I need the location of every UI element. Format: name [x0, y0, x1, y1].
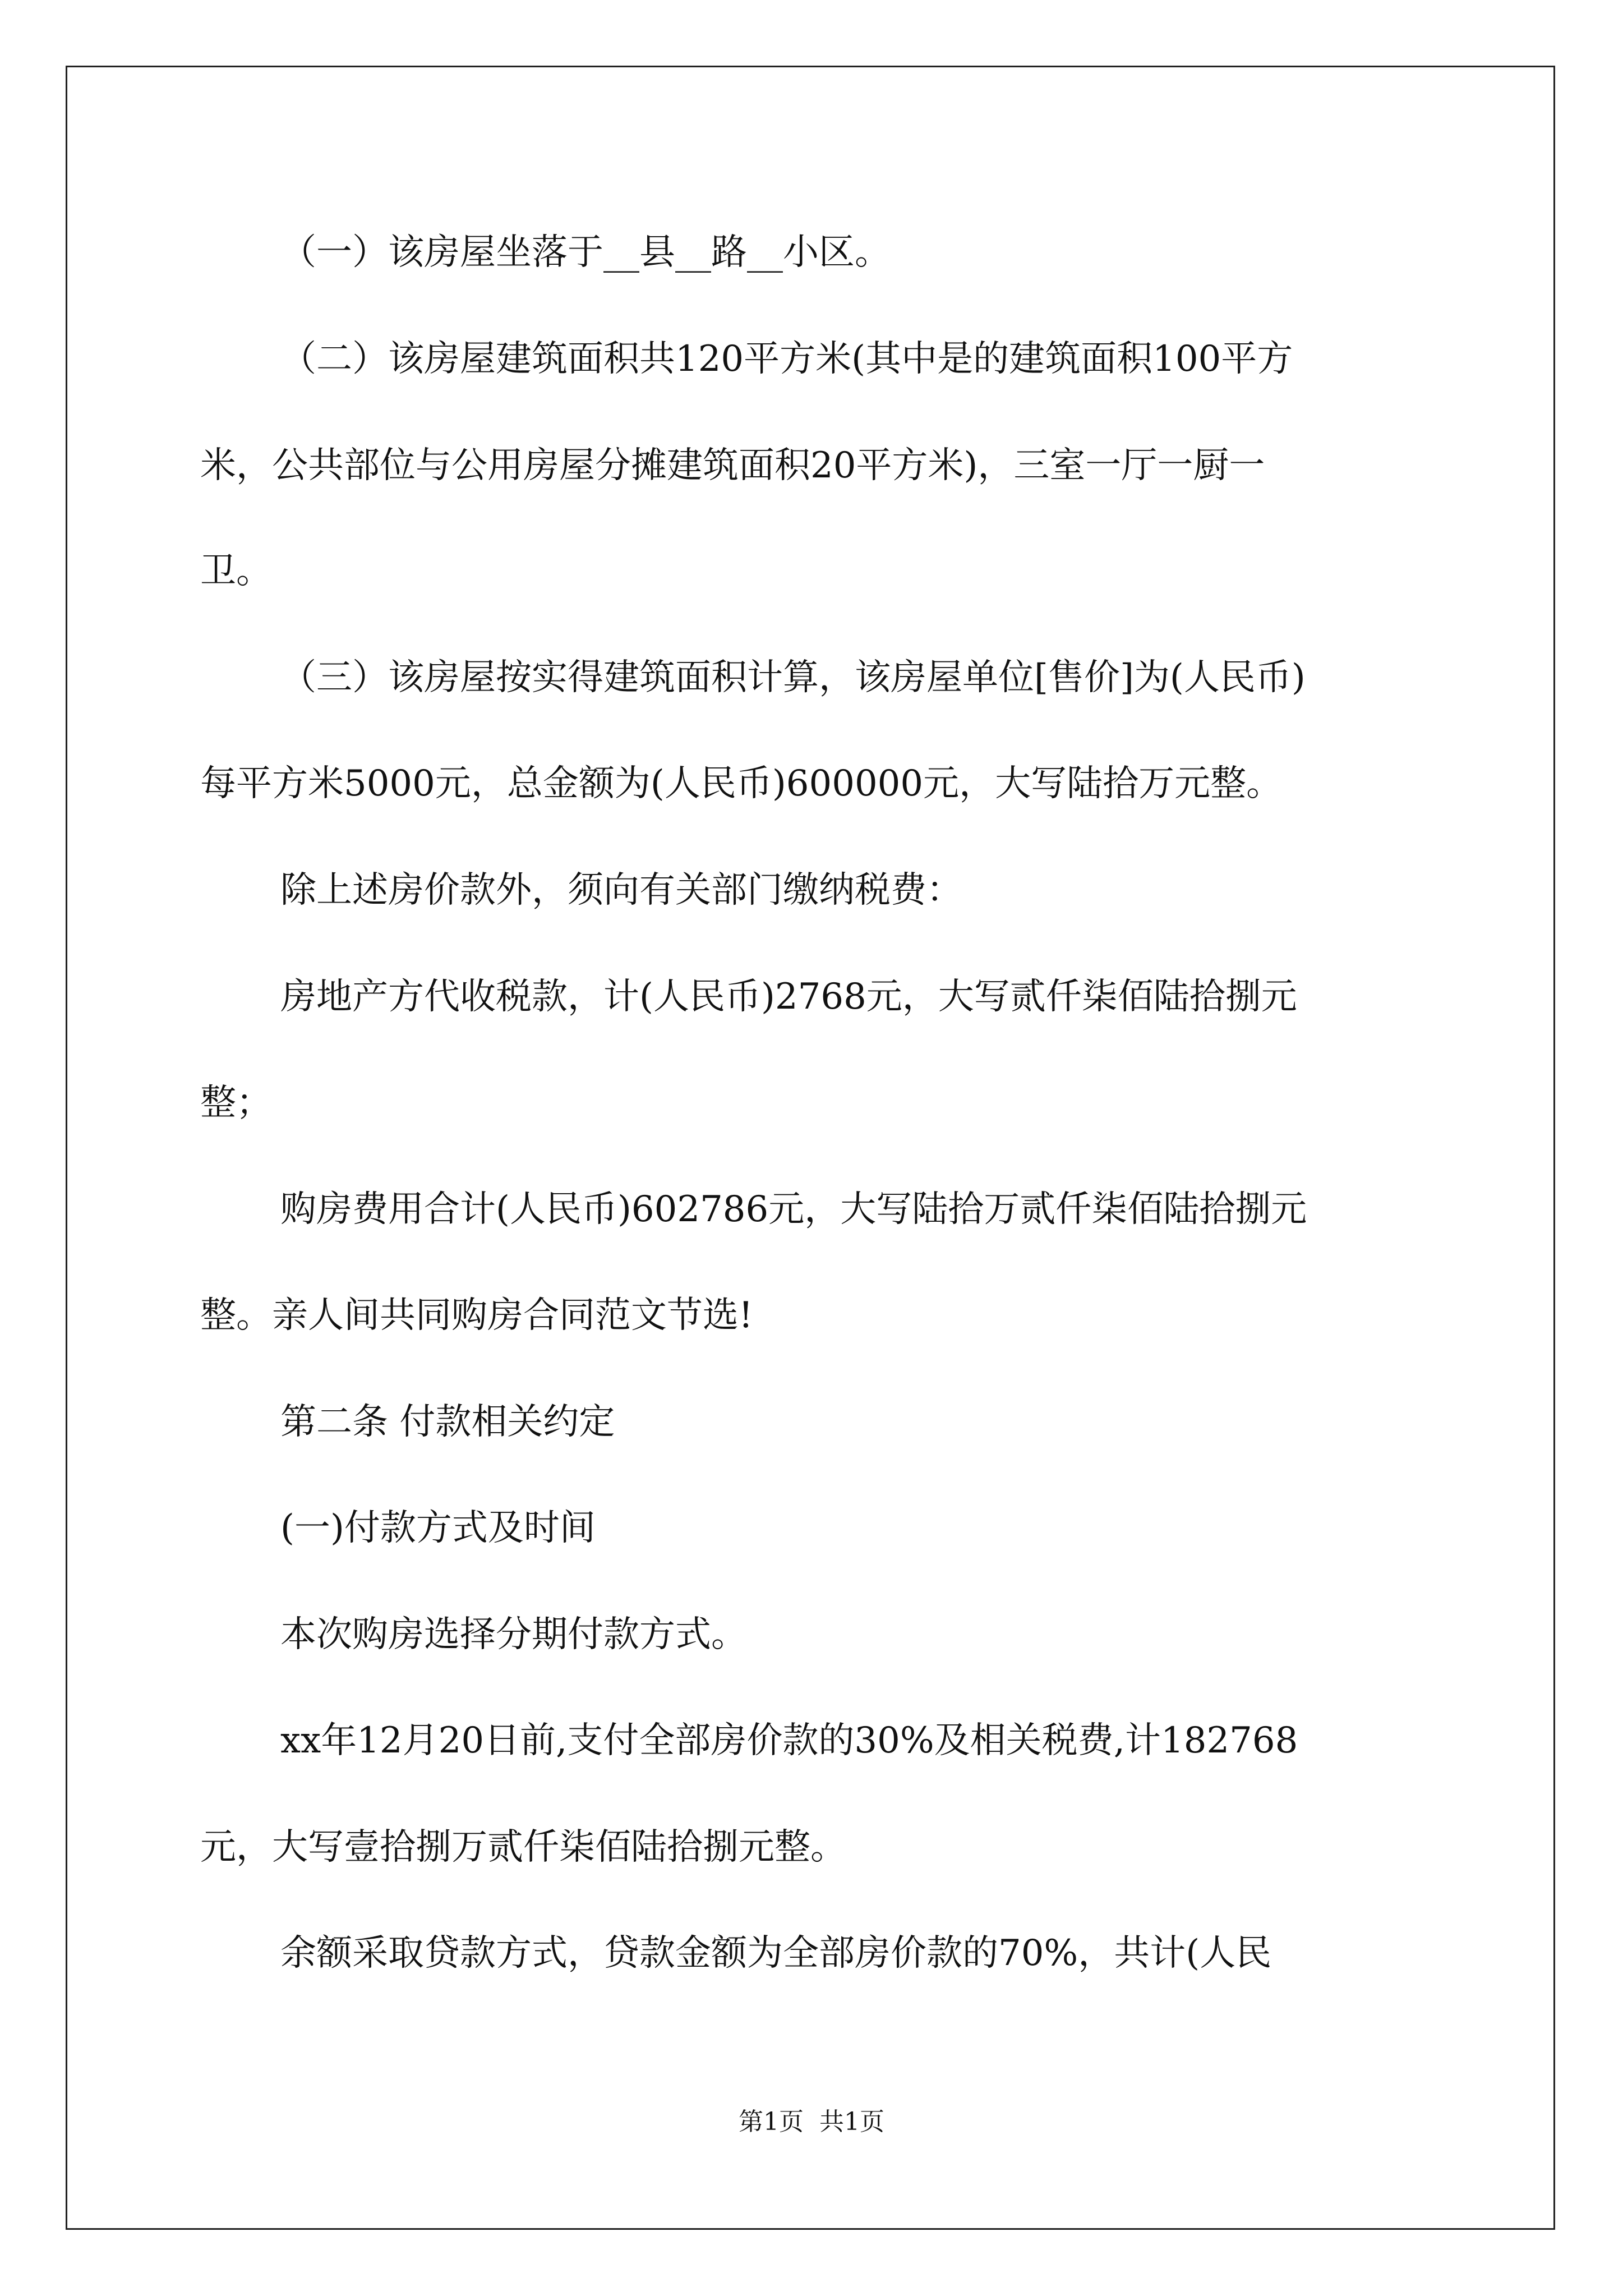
paragraph-line: 米，公共部位与公用房屋分摊建筑面积20平方米)，三室一厅一厨一 [200, 445, 1265, 486]
paragraph-line: 购房费用合计(人民币)602786元，大写陆拾万贰仟柒佰陆拾捌元 [280, 1189, 1307, 1230]
paragraph-line: 整； [200, 1082, 272, 1124]
section-heading: 第二条 付款相关约定 [280, 1401, 615, 1443]
paragraph-line: 本次购房选择分期付款方式。 [280, 1614, 747, 1655]
paragraph-line: 房地产方代收税款，计(人民币)2768元，大写贰仟柒佰陆拾捌元 [280, 976, 1297, 1018]
paragraph-line: 除上述房价款外，须向有关部门缴纳税费： [280, 869, 962, 911]
paragraph-line: xx年12月20日前,支付全部房价款的30%及相关税费,计182768 [280, 1720, 1298, 1761]
paragraph-line: （一）该房屋坐落于__县__路__小区。 [280, 232, 891, 273]
paragraph-line: （二）该房屋建筑面积共120平方米(其中是的建筑面积100平方 [280, 338, 1293, 380]
paragraph-line: 卫。 [200, 550, 272, 592]
paragraph-line: (一)付款方式及时间 [280, 1507, 596, 1549]
paragraph-line: 每平方米5000元，总金额为(人民币)600000元，大写陆拾万元整。 [200, 763, 1283, 804]
paragraph-line: （三）该房屋按实得建筑面积计算，该房屋单位[售价]为(人民币) [280, 657, 1306, 698]
page-footer: 第1页 共1页 [739, 2108, 884, 2136]
paragraph-line: 整。亲人间共同购房合同范文节选! [200, 1295, 753, 1336]
paragraph-line: 元，大写壹拾捌万贰仟柒佰陆拾捌元整。 [200, 1826, 846, 1868]
paragraph-line: 余额采取贷款方式，贷款金额为全部房价款的70%，共计(人民 [280, 1932, 1272, 1974]
